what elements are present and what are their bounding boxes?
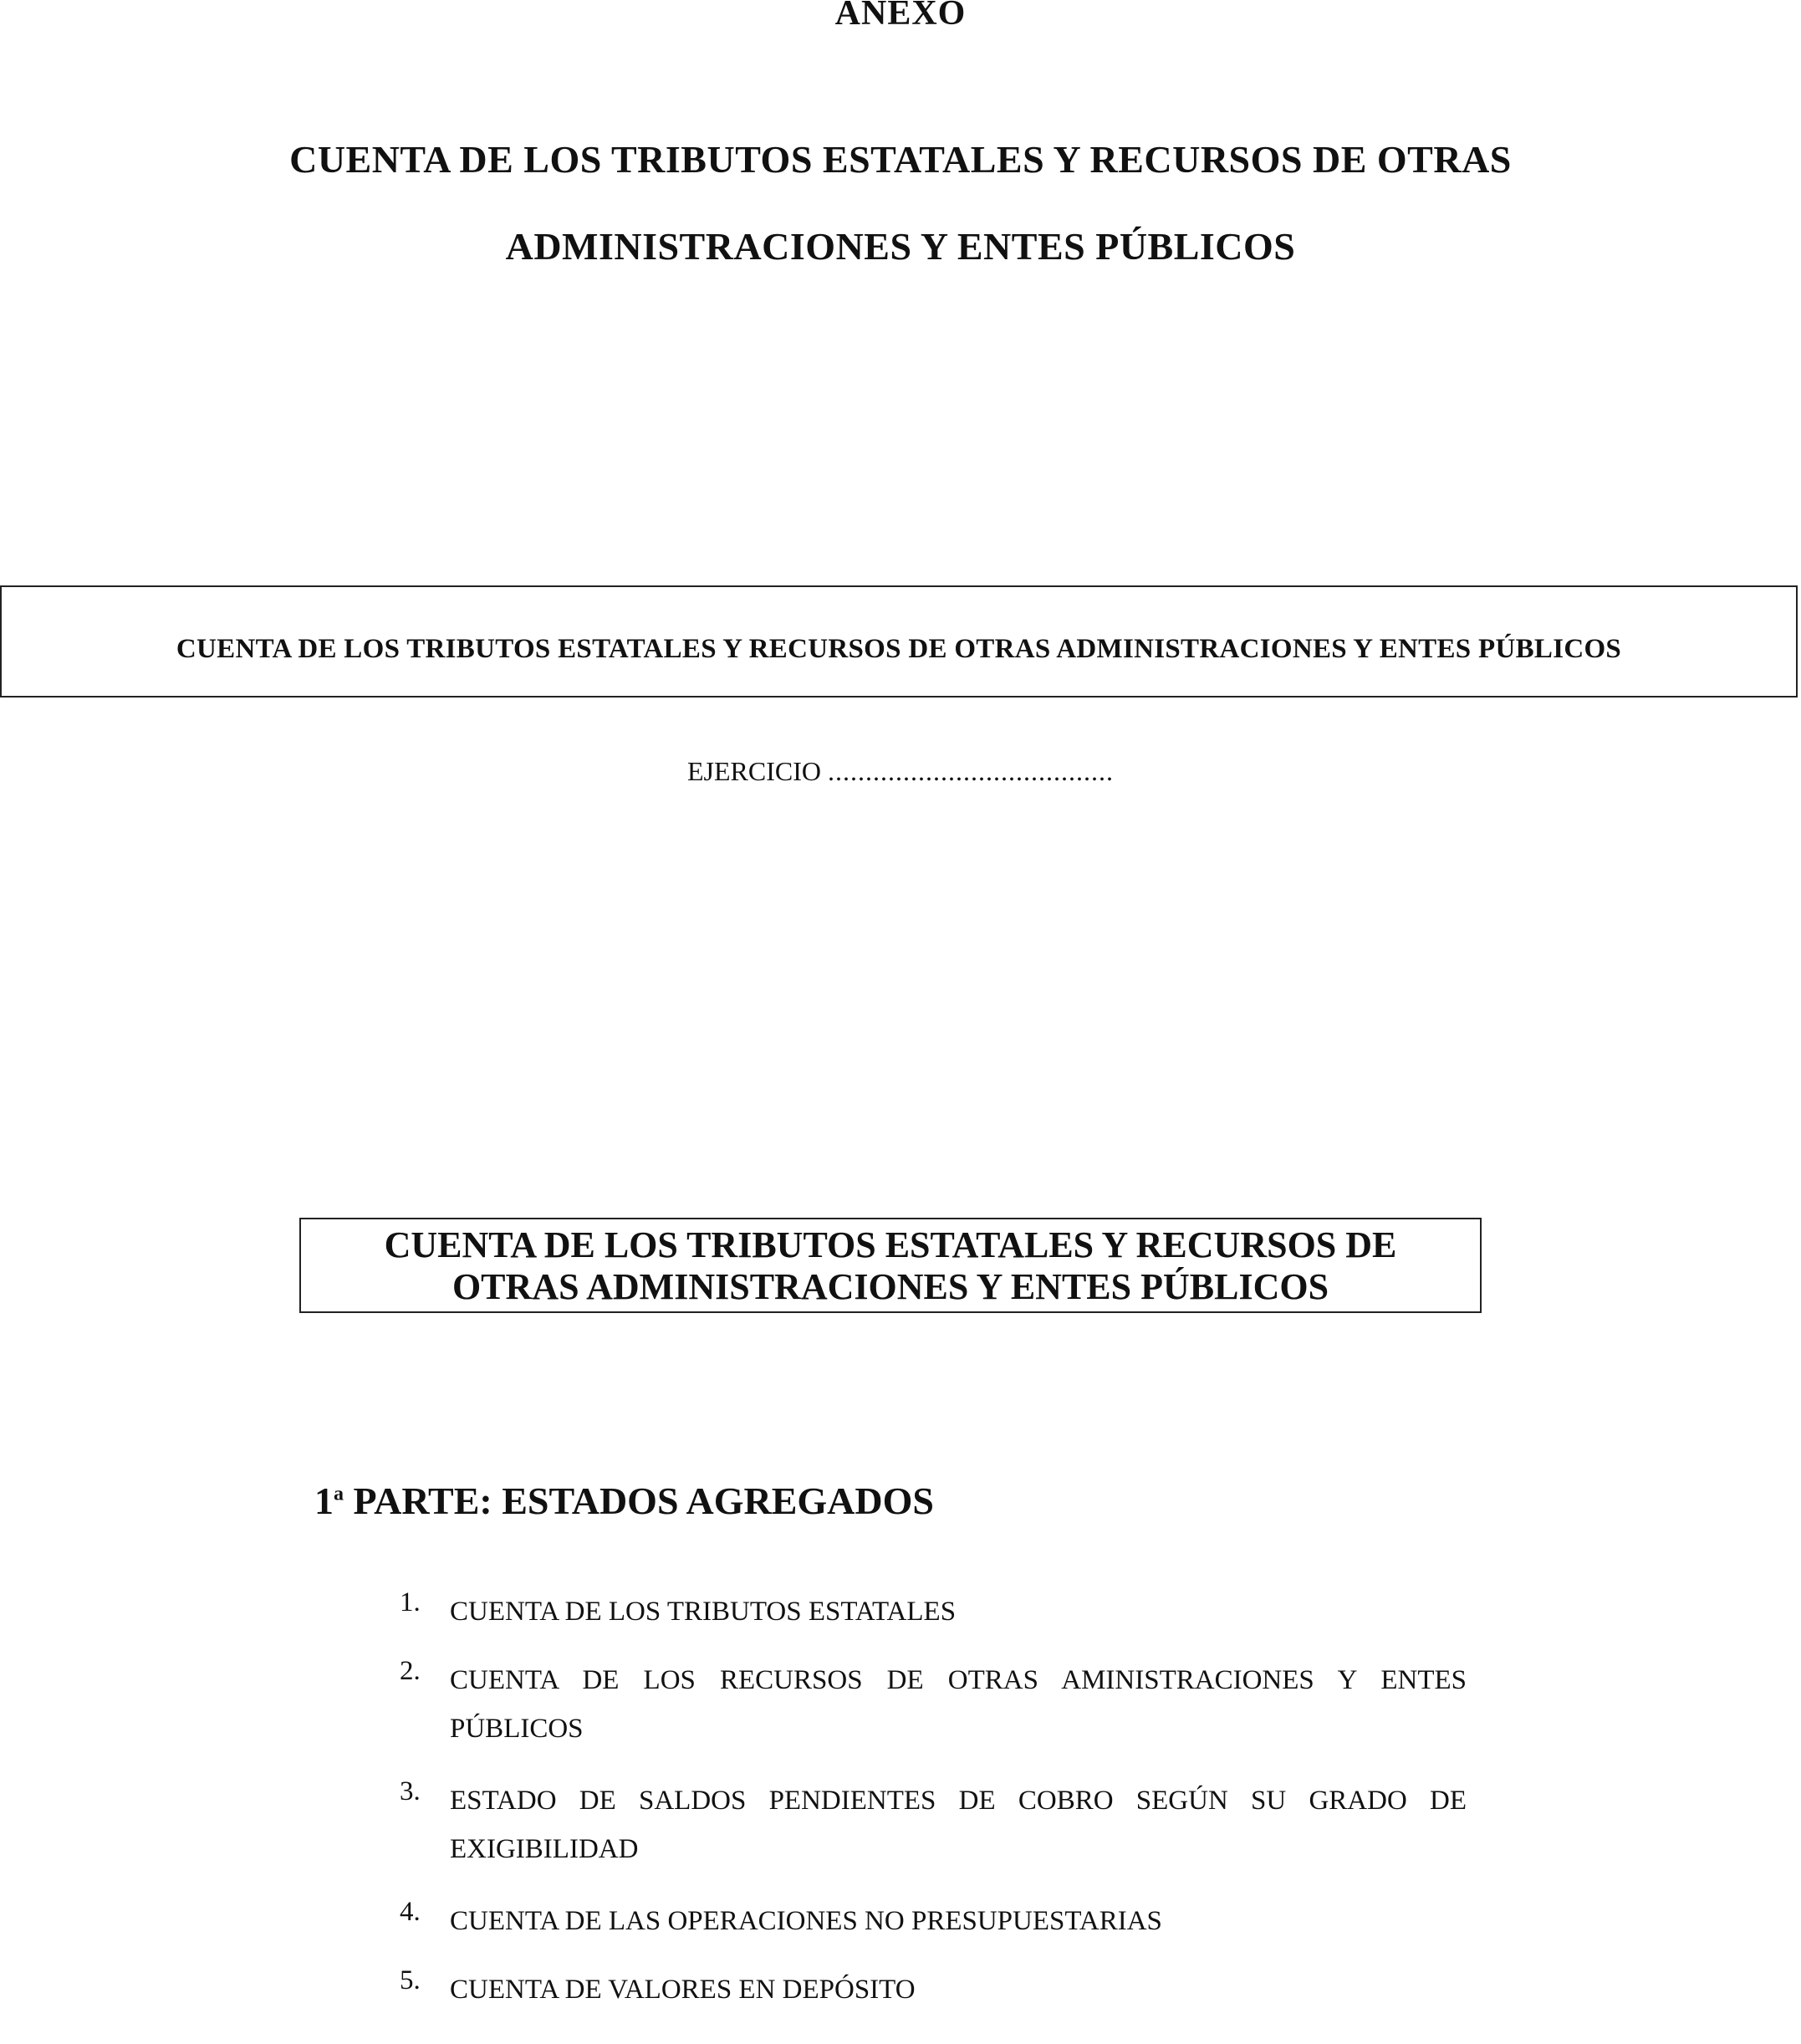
list-item <box>400 1656 1467 1753</box>
list-item-number: 5. <box>400 1965 421 1995</box>
section-title-line-1: CUENTA DE LOS TRIBUTOS ESTATALES Y RECURSOS DE <box>384 1224 1397 1265</box>
list-item-text: CUENTA DE LAS OPERACIONES NO PRESUPUESTARIAS <box>450 1906 1162 1936</box>
list-item <box>400 1776 1467 1873</box>
main-title-line-1: CUENTA DE LOS TRIBUTOS ESTATALES Y RECURSOS DE OTRAS <box>289 138 1512 181</box>
list-item <box>400 1897 1467 1945</box>
list-item-number: 2. <box>400 1656 421 1686</box>
part-heading <box>314 1479 934 1523</box>
list-item-number: 3. <box>400 1776 421 1806</box>
part-ordinal: a <box>334 1483 344 1505</box>
list-item <box>400 1965 1467 2014</box>
list-item-text: CUENTA DE VALORES EN DEPÓSITO <box>450 1975 916 2005</box>
wide-title-box-text: CUENTA DE LOS TRIBUTOS ESTATALES Y RECURSOS DE OTRAS ADMINISTRACIONES Y ENTES PÚBLICOS <box>176 633 1622 664</box>
part-title: PARTE: ESTADOS AGREGADOS <box>353 1479 934 1522</box>
list-item-number: 1. <box>400 1587 421 1617</box>
list-item-text: CUENTA DE LOS RECURSOS DE OTRAS AMINISTRACIONES Y ENTES PÚBLICOS <box>450 1665 1467 1744</box>
ejercicio-blank: ...................................... <box>828 756 1114 786</box>
wide-title-box <box>0 585 1798 698</box>
ejercicio-label: EJERCICIO <box>687 756 821 786</box>
annex-title: ANEXO <box>834 0 967 33</box>
section-title-box <box>299 1218 1482 1313</box>
list-item-text: CUENTA DE LOS TRIBUTOS ESTATALES <box>450 1597 957 1627</box>
ejercicio-field <box>0 756 1801 787</box>
list-item-text: ESTADO DE SALDOS PENDIENTES DE COBRO SEGÚN SU GRADO DE EXIGIBILIDAD <box>450 1786 1467 1864</box>
list-item <box>400 1587 1467 1636</box>
main-title-line-2: ADMINISTRACIONES Y ENTES PÚBLICOS <box>505 225 1296 268</box>
list-item-number: 4. <box>400 1897 421 1927</box>
section-title-line-2: OTRAS ADMINISTRACIONES Y ENTES PÚBLICOS <box>452 1266 1329 1307</box>
part-number: 1 <box>314 1479 334 1522</box>
